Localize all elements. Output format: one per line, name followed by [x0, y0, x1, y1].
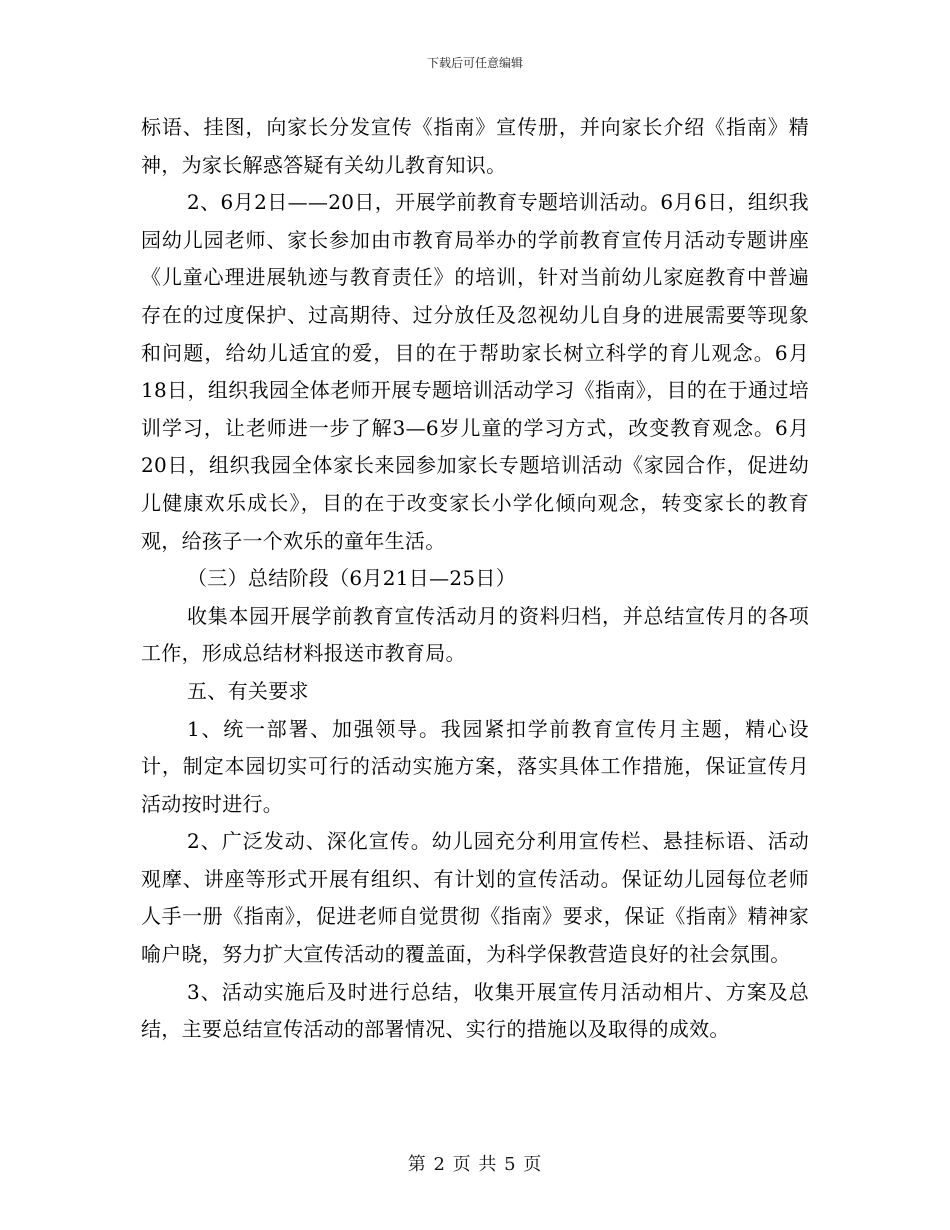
paragraph-requirement-1: 1、统一部署、加强领导。我园紧扣学前教育宣传月主题，精心设计，制定本园切实可行的活动实施方案，落实具体工作措施，保证宣传月活动按时进行。: [141, 716, 809, 816]
paragraph-summary-stage: 收集本园开展学前教育宣传活动月的资料归档，并总结宣传月的各项工作，形成总结材料报送市教育局。: [141, 603, 809, 666]
paragraph-continued: 标语、挂图，向家长分发宣传《指南》宣传册，并向家长介绍《指南》精神，为家长解惑答疑有关幼儿教育知识。: [141, 115, 809, 177]
paragraph-requirement-2: 2、广泛发动、深化宣传。幼儿园充分利用宣传栏、悬挂标语、活动观摩、讲座等形式开展有组织、有计划的宣传活动。保证幼儿园每位老师人手一册《指南》，促进老师自觉贯彻《指南》要求，保证《指南》精神家喻户晓，努力扩大宣传活动的覆盖面，为科学保教营造良好的社会氛围。: [141, 829, 809, 967]
section-heading-summary-stage: （三）总结阶段（6月21日—25日）: [187, 566, 517, 591]
paragraph-training-activities: 2、6月2日——20日，开展学前教育专题培训活动。6月6日，组织我园幼儿园老师、家长参加由市教育局举办的学前教育宣传月活动专题讲座《儿童心理进展轨迹与教育责任》的培训，针对当前幼儿家庭教育中普遍存在的过度保护、过高期待、过分放任及忽视幼儿自身的进展需要等现象和问题，给幼儿适宜的爱，目的在于帮助家长树立科学的育儿观念。6月18日，组织我园全体老师开展专题培训活动学习《指南》，目的在于通过培训学习，让老师进一步了解3—6岁儿童的学习方式，改变教育观念。6月20日，组织我园全体家长来园参加家长专题培训活动《家园合作，促进幼儿健康欢乐成长》，目的在于改变家长小学化倾向观念，转变家长的教育观，给孩子一个欢乐的童年生活。: [141, 190, 809, 553]
page-number-footer: 第 2 页 共 5 页: [407, 1154, 543, 1175]
page-header-note: 下载后可任意编辑: [426, 56, 523, 70]
section-heading-requirements: 五、有关要求: [187, 678, 309, 703]
paragraph-requirement-3: 3、活动实施后及时进行总结，收集开展宣传月活动相片、方案及总结，主要总结宣传活动的部署情况、实行的措施以及取得的成效。: [141, 979, 809, 1042]
document-body: [141, 109, 809, 1049]
